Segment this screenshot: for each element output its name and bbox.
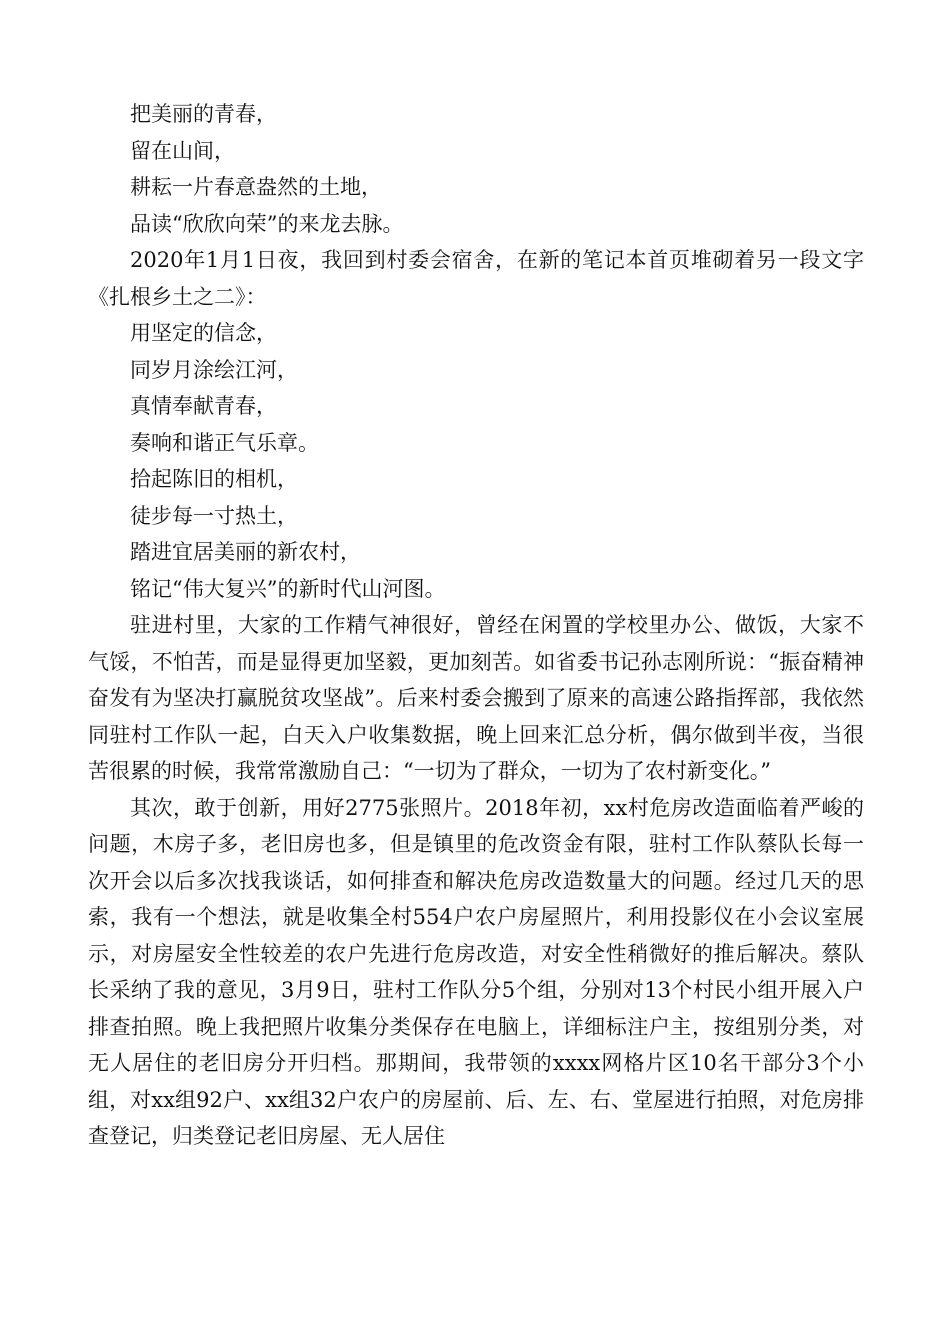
poem-line: 铭记“伟大复兴”的新时代山河图。 [130,576,446,601]
poem-line: 留在山间， [130,138,235,163]
body-paragraph: 驻进村里，大家的工作精气神很好，曾经在闲置的学校里办公、做饭，大家不气馁，不怕苦，而是显得更加坚毅，更加刻苦。如省委书记孙志刚所说：“振奋精神奋发有为坚决打赢脱贫攻坚战”。后来村委会搬到了原来的高速公路指挥部，我依然同驻村工作队一起，白天入户收集数据，晚上回来汇总分析，偶尔做到半夜，当很苦很累的时候，我常常激励自己：“一切为了群众，一切为了农村新变化。” [88,613,864,783]
document-body [88,96,864,1155]
poem-line: 同岁月涂绘江河， [130,357,298,382]
poem-line: 奏响和谐正气乐章。 [130,430,319,455]
poem-line: 品读“欣欣向荣”的来龙去脉。 [130,211,404,236]
body-paragraph: 2020年1月1日夜，我回到村委会宿舍，在新的笔记本首页堆砌着另一段文字《扎根乡土之二》： [88,248,864,309]
poem-line: 真情奉献青春， [130,394,277,418]
poem-line: 踏进宜居美丽的新农村， [130,540,361,564]
body-paragraph: 其次，敢于创新，用好2775张照片。2018年初，xx村危房改造面临着严峻的问题，木房子多，老旧房也多，但是镇里的危改资金有限，驻村工作队蔡队长每一次开会以后多次找我谈话，如何排查和解决危房改造数量大的问题。经过几天的思索，我有一个想法，就是收集全村554户农户房屋照片，利用投影仪在小会议室展示，对房屋安全性较差的农户先进行危房改造，对安全性稍微好的推后解决。蔡队长采纳了我的意见，3月9日，驻村工作队分5个组，分别对13个村民小组开展入户排查拍照。晚上我把照片收集分类保存在电脑上，详细标注户主，按组别分类，对无人居住的老旧房分开归档。那期间，我带领的xxxx网格片区10名干部分3个小组，对xx组92户、xx组32户农户的房屋前、后、左、右、堂屋进行拍照，对危房排查登记，归类登记老旧房屋、无人居住 [88,795,864,1148]
poem-line: 拾起陈旧的相机， [130,467,298,491]
poem-line: 徒步每一寸热土， [130,503,298,528]
poem-line: 耕耘一片春意盎然的土地， [130,175,382,199]
poem-line: 用坚定的信念， [130,321,277,345]
poem-line: 把美丽的青春， [130,102,277,126]
